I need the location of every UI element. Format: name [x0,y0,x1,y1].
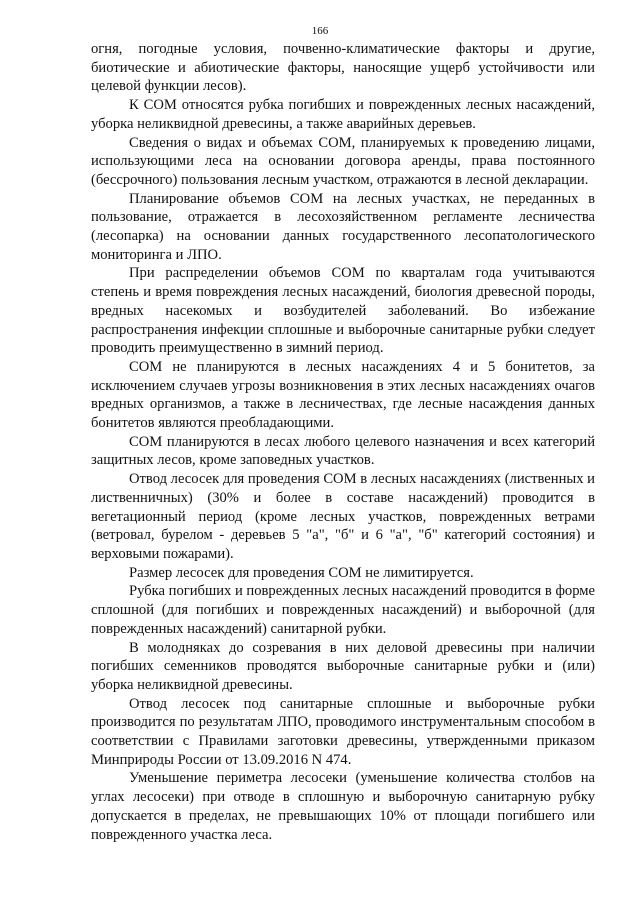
page-number: 166 [311,25,329,37]
paragraph-som-declaration: Сведения о видах и объемах СОМ, планируемых к проведению лицами, использующими леса на основании договора аренды, права постоянного (бессрочного) пользования лесным участком, отражаются в лесной декларации. [91,134,595,188]
paragraph-som-includes: К СОМ относятся рубка погибших и поврежденных лесных насаждений, уборка неликвидной древесины, а также аварийных деревьев. [91,97,595,132]
document-body [91,40,595,844]
paragraph-continuation: огня, погодные условия, почвенно-климатические факторы и другие, биотические и абиотические факторы, наносящие ущерб устойчивости или целевой функции лесов). [91,41,595,95]
paragraph-young-stands: В молодняках до созревания в них деловой древесины при наличии погибших семенников проводятся выборочные санитарные рубки и (или) уборка неликвидной древесины. [91,639,595,693]
paragraph-perimeter-reduction: Уменьшение периметра лесосеки (уменьшение количества столбов на углах лесосеки) при отводе в сплошную и выборочную санитарную рубку допускается в пределах, не превышающих 10% от площади погибшего или поврежденного участка леса. [91,770,595,843]
paragraph-som-size: Размер лесосек для проведения СОМ не лимитируется. [129,564,474,581]
paragraph-felling-form: Рубка погибших и поврежденных лесных насаждений проводится в форме сплошной (для погибших и поврежденных насаждений) и выборочной (для поврежденных насаждений) санитарной рубки. [91,583,595,637]
paragraph-som-forest-categories: СОМ планируются в лесах любого целевого назначения и всех категорий защитных лесов, кроме заповедных участков. [91,433,595,469]
paragraph-som-bonitet: СОМ не планируются в лесных насаждениях 4 и 5 бонитетов, за исключением случаев угрозы возникновения в этих лесных насаждениях очагов вредных организмов, а также в лесничествах, где лесные насаждения данных бонитетов являются преобладающими. [91,358,595,432]
paragraph-som-planning: Планирование объемов СОМ на лесных участках, не переданных в пользование, отражается в лесохозяйственном регламенте лесничества (лесопарка) на основании данных государственного лесопатологического мониторинга и ЛПО. [91,190,595,263]
paragraph-allotment-lpo: Отвод лесосек под санитарные сплошные и выборочные рубки производится по результатам ЛПО, проводимого инструментальным способом в соответствии с Правилами заготовки древесины, утвержденными приказом Минприроды России от 13.09.2016 N 474. [91,695,595,768]
paragraph-som-allotment: Отвод лесосек для проведения СОМ в лесных насаждениях (лиственных и лиственничных) (30% и более в составе насаждений) проводится в вегетационный период (кроме лесных участков, поврежденных ветрами (ветровал, бурелом - деревьев 5 "а", "б" и 6 "а", "б" категорий состояния) и верховыми пожарами). [91,471,595,562]
paragraph-som-distribution: При распределении объемов СОМ по кварталам года учитываются степень и время повреждения лесных насаждений, биология древесной породы, вредных насекомых и возбудителей заболеваний. Во избежание распространения инфекции сплошные и выборочные санитарные рубки следует проводить преимущественно в зимний период. [91,265,595,357]
